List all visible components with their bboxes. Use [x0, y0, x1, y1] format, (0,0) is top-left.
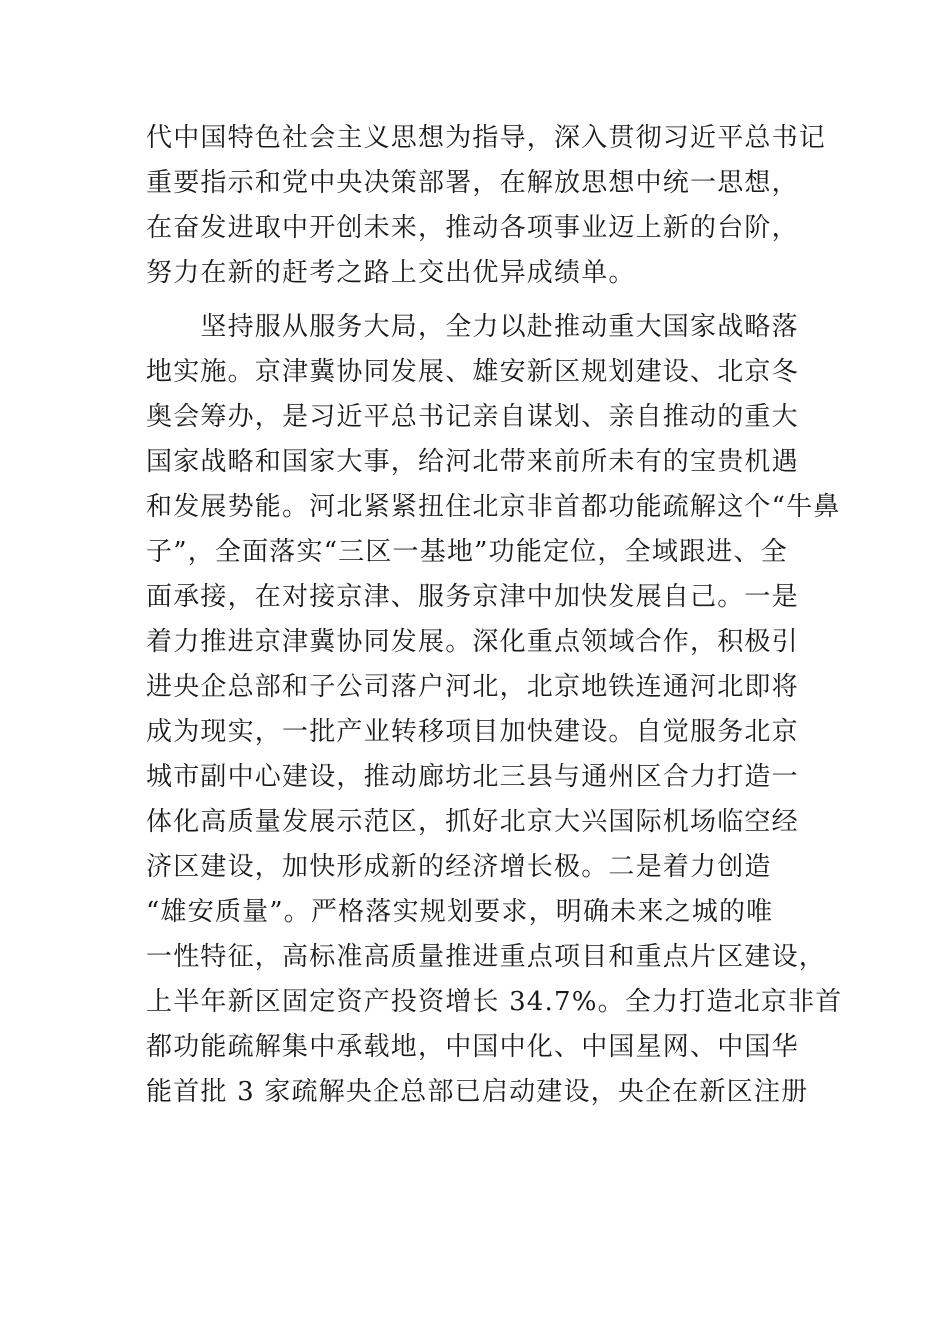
text-line: 进央企总部和子公司落户河北，北京地铁连通河北即将 [146, 672, 799, 702]
paragraph-spacer [146, 296, 826, 305]
text-line: 重要指示和党中央决策部署，在解放思想中统一思想， [146, 168, 799, 198]
text-line: 奥会筹办，是习近平总书记亲自谋划、亲自推动的重大 [146, 402, 799, 432]
text-line: 成为现实，一批产业转移项目加快建设。自觉服务北京 [146, 717, 799, 747]
text-line: 在奋发进取中开创未来，推动各项事业迈上新的台阶， [146, 213, 799, 243]
text-line: 着力推进京津冀协同发展。深化重点领域合作，积极引 [146, 627, 799, 657]
body-text [146, 116, 843, 1115]
text-line: “雄安质量”。严格落实规划要求，明确未来之城的唯 [146, 897, 774, 927]
paragraph-2 [146, 305, 843, 1115]
text-line: 坚持服从服务大局，全力以赴推动重大国家战略落 [146, 312, 799, 342]
text-line: 子”，全面落实“三区一基地”功能定位，全域跟进、全 [146, 537, 788, 567]
text-line: 济区建设，加快形成新的经济增长极。二是着力创造 [146, 852, 772, 882]
text-line: 体化高质量发展示范区，抓好北京大兴国际机场临空经 [146, 807, 799, 837]
text-line: 城市副中心建设，推动廊坊北三县与通州区合力打造一 [146, 762, 799, 792]
text-line: 努力在新的赶考之路上交出优异成绩单。 [146, 258, 636, 288]
text-line: 面承接，在对接京津、服务京津中加快发展自己。一是 [146, 582, 799, 612]
text-line: 地实施。京津冀协同发展、雄安新区规划建设、北京冬 [146, 357, 799, 387]
text-line: 一性特征，高标准高质量推进重点项目和重点片区建设， [146, 942, 827, 972]
text-line: 和发展势能。河北紧紧扭住北京非首都功能疏解这个“牛鼻 [146, 492, 841, 522]
text-line: 能首批 3 家疏解央企总部已启动建设，央企在新区注册 [146, 1077, 809, 1107]
text-line: 上半年新区固定资产投资增长 34.7%。全力打造北京非首 [146, 987, 843, 1017]
text-line: 国家战略和国家大事，给河北带来前所未有的宝贵机遇 [146, 447, 799, 477]
text-line: 都功能疏解集中承载地，中国中化、中国星网、中国华 [146, 1032, 799, 1062]
paragraph-1 [146, 116, 826, 296]
text-line: 代中国特色社会主义思想为指导，深入贯彻习近平总书记 [146, 123, 827, 153]
